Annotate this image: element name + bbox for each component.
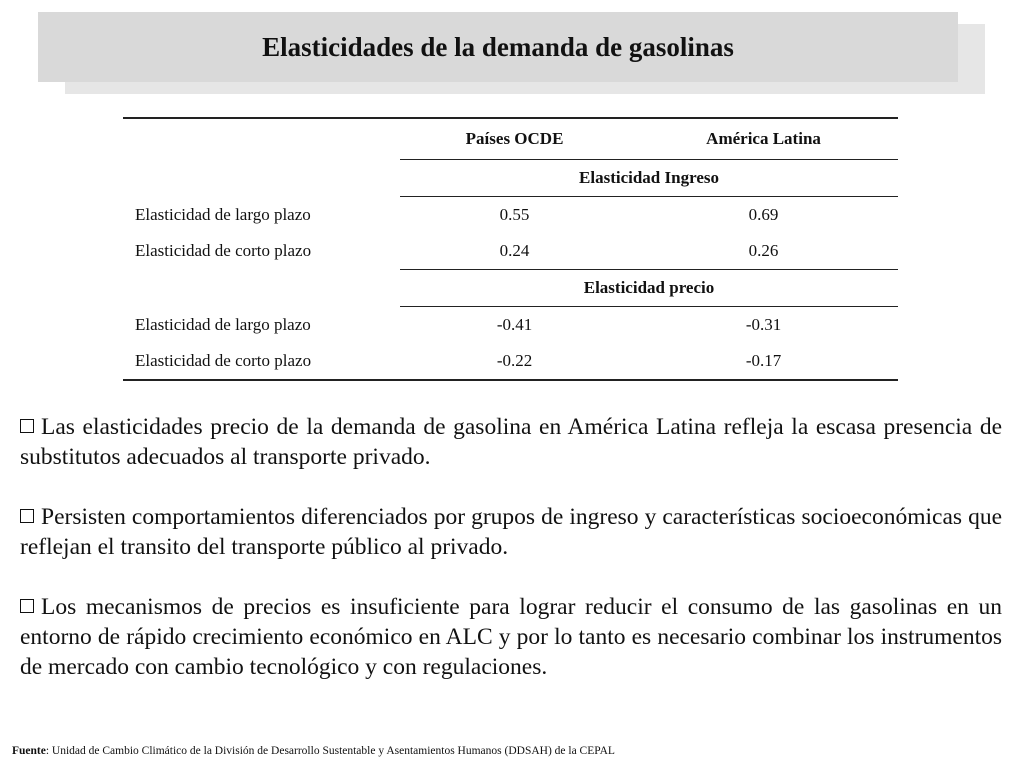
table-row	[123, 307, 898, 344]
bullet-text: Los mecanismos de precios es insuficiente para lograr reducir el consumo de las gasolinas en un entorno de rápido crecimiento económico en ALC y por lo tanto es necesario combinar los instrumentos de mercado con cambio tecnológico y con regulaciones.	[20, 594, 1002, 680]
title-banner	[38, 12, 958, 82]
table-header-row	[123, 118, 898, 160]
bullet-item	[20, 592, 1002, 682]
checkbox-bullet-icon	[20, 599, 34, 613]
source-footer	[12, 745, 615, 757]
footer-text: : Unidad de Cambio Climático de la División de Desarrollo Sustentable y Asentamientos Humanos (DDSAH) de la CEPAL	[45, 745, 615, 757]
value-ocde: -0.41	[496, 315, 533, 334]
header-empty	[123, 118, 400, 160]
section-label-ingreso: Elasticidad Ingreso	[400, 160, 898, 197]
value-america-latina: 0.26	[748, 241, 779, 260]
section-spacer	[123, 270, 400, 307]
bullet-list	[20, 412, 1002, 712]
header-ocde: Países OCDE	[400, 118, 629, 160]
bullet-item	[20, 412, 1002, 472]
bullet-item	[20, 502, 1002, 562]
value-america-latina: -0.17	[629, 343, 898, 380]
section-spacer	[123, 160, 400, 197]
table-row	[123, 233, 898, 270]
value-ocde: 0.24	[499, 241, 530, 260]
value-america-latina: -0.31	[745, 315, 782, 334]
row-label: Elasticidad de corto plazo	[135, 241, 312, 261]
elasticity-table	[123, 117, 898, 381]
checkbox-bullet-icon	[20, 509, 34, 523]
value-ocde: -0.22	[400, 343, 629, 380]
section-row-precio	[123, 270, 898, 307]
bullet-text: Persisten comportamientos diferenciados por grupos de ingreso y características socioeconómicas que reflejan el transito del transporte público al privado.	[20, 504, 1002, 560]
row-label: Elasticidad de corto plazo	[123, 343, 400, 380]
row-label: Elasticidad de largo plazo	[135, 204, 311, 224]
value-ocde: 0.55	[499, 205, 530, 224]
header-america-latina: América Latina	[629, 118, 898, 160]
table-row	[123, 197, 898, 234]
section-row-ingreso	[123, 160, 898, 197]
table-row	[123, 343, 898, 380]
slide-title: Elasticidades de la demanda de gasolinas	[262, 31, 734, 62]
footer-label: Fuente	[12, 745, 46, 757]
value-america-latina: 0.69	[748, 205, 779, 224]
bullet-text: Las elasticidades precio de la demanda de gasolina en América Latina refleja la escasa presencia de substitutos adecuados al transporte privado.	[20, 414, 1002, 470]
checkbox-bullet-icon	[20, 419, 34, 433]
section-label-precio: Elasticidad precio	[400, 270, 898, 307]
row-label: Elasticidad de largo plazo	[135, 314, 311, 334]
